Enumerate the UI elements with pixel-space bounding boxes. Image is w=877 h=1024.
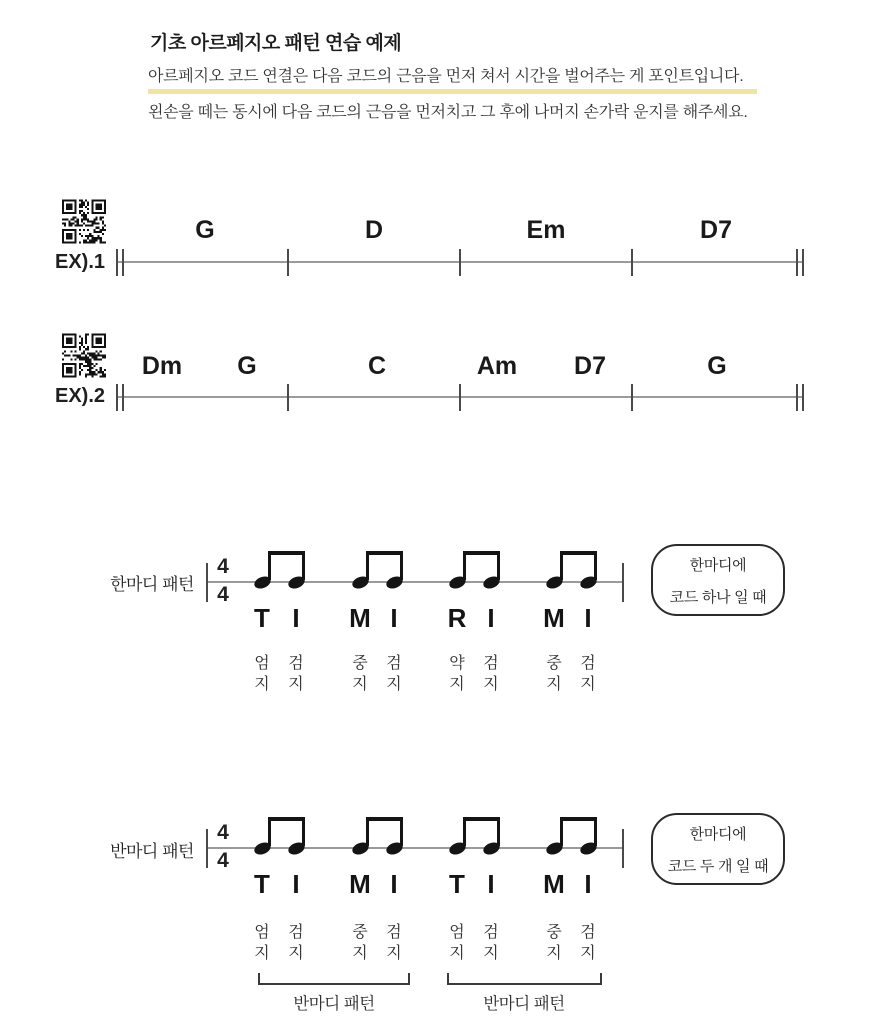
chord-label: G bbox=[707, 352, 727, 380]
finger-label: 검지 bbox=[580, 924, 596, 962]
note-letter: I bbox=[390, 869, 398, 899]
note-beam bbox=[463, 551, 500, 555]
time-signature-top: 4 bbox=[217, 555, 229, 578]
finger-label: 엄지 bbox=[449, 924, 465, 962]
note-letter: T bbox=[449, 869, 465, 899]
finger-label: 검지 bbox=[483, 924, 499, 962]
note-letter: M bbox=[543, 603, 565, 633]
bubble-line: 코드 하나 일 때 bbox=[669, 588, 767, 606]
half-bar-bracket bbox=[258, 973, 410, 985]
note-stem bbox=[497, 551, 500, 580]
eighth-note-pair bbox=[546, 551, 597, 588]
eighth-note-pair bbox=[449, 551, 500, 588]
chord-label: Am bbox=[476, 352, 518, 380]
qr-code bbox=[62, 333, 106, 378]
eighth-note-pair bbox=[449, 817, 500, 854]
finger-label: 검지 bbox=[580, 655, 596, 693]
note-stem bbox=[366, 551, 369, 580]
note-letter: I bbox=[584, 869, 592, 899]
note-beam bbox=[268, 817, 305, 821]
finger-label: 검지 bbox=[288, 924, 304, 962]
pattern-2-label: 반마디 패턴 bbox=[110, 842, 194, 861]
note-stem bbox=[560, 817, 563, 846]
chord-label: Dm bbox=[141, 352, 183, 380]
finger-label: 검지 bbox=[483, 655, 499, 693]
barline bbox=[459, 384, 461, 411]
chord-label: D7 bbox=[574, 352, 606, 380]
finger-label: 검지 bbox=[288, 655, 304, 693]
bubble-line: 한마디에 bbox=[689, 825, 747, 843]
note-letter: T bbox=[254, 869, 270, 899]
note-stem bbox=[302, 551, 305, 580]
example-2-label: EX).2 bbox=[55, 385, 106, 407]
note-stem bbox=[594, 551, 597, 580]
note-stem bbox=[594, 817, 597, 846]
barline bbox=[122, 384, 124, 411]
finger-label: 엄지 bbox=[254, 655, 270, 693]
barline bbox=[116, 384, 118, 411]
finger-label: 중지 bbox=[546, 655, 562, 693]
chord-label: G bbox=[195, 216, 215, 244]
note-stem bbox=[268, 817, 271, 846]
eighth-note-pair bbox=[352, 817, 403, 854]
note-letter: I bbox=[292, 603, 300, 633]
intro-highlighted-sentence: 아르페지오 코드 연결은 다음 코드의 근음을 먼저 쳐서 시간을 벌어주는 게 포인트입니다. bbox=[148, 63, 757, 94]
bubble-line: 한마디에 bbox=[689, 556, 747, 574]
note-stem bbox=[268, 551, 271, 580]
note-letter: I bbox=[390, 603, 398, 633]
eighth-note-pair bbox=[546, 817, 597, 854]
barline bbox=[122, 249, 124, 276]
finger-label: 검지 bbox=[386, 655, 402, 693]
note-beam bbox=[463, 817, 500, 821]
pattern-start-barline bbox=[206, 563, 208, 602]
finger-label: 약지 bbox=[449, 655, 465, 693]
speech-bubble-one-chord bbox=[651, 544, 785, 616]
note-stem bbox=[463, 817, 466, 846]
note-stem bbox=[366, 817, 369, 846]
bubble-line: 코드 두 개 일 때 bbox=[667, 857, 769, 875]
note-letter: I bbox=[487, 603, 495, 633]
chord-label: C bbox=[367, 352, 387, 380]
barline bbox=[802, 249, 804, 276]
eighth-note-pair bbox=[254, 551, 305, 588]
note-letter: I bbox=[292, 869, 300, 899]
qr-code bbox=[62, 199, 106, 244]
note-stem bbox=[400, 551, 403, 580]
half-bar-bracket bbox=[447, 973, 602, 985]
note-letter: R bbox=[447, 603, 467, 633]
finger-label: 중지 bbox=[352, 655, 368, 693]
note-stem bbox=[400, 817, 403, 846]
barline bbox=[631, 249, 633, 276]
time-signature-bottom: 4 bbox=[217, 849, 229, 872]
time-signature-bottom: 4 bbox=[217, 583, 229, 606]
barline bbox=[631, 384, 633, 411]
finger-label: 중지 bbox=[546, 924, 562, 962]
finger-label: 검지 bbox=[386, 924, 402, 962]
bracket-label: 반마디 패턴 bbox=[483, 995, 565, 1013]
chord-label: D7 bbox=[700, 216, 732, 244]
note-stem bbox=[463, 551, 466, 580]
note-stem bbox=[497, 817, 500, 846]
barline bbox=[287, 249, 289, 276]
note-beam bbox=[560, 551, 597, 555]
bracket-label: 반마디 패턴 bbox=[293, 995, 375, 1013]
pattern-end-barline bbox=[622, 563, 624, 602]
intro-sentence: 왼손을 떼는 동시에 다음 코드의 근음을 먼저치고 그 후에 나머지 손가락 운지를 해주세요. bbox=[148, 104, 748, 121]
note-letter: I bbox=[584, 603, 592, 633]
note-beam bbox=[366, 551, 403, 555]
chord-label: Em bbox=[526, 216, 566, 244]
pattern-end-barline bbox=[622, 829, 624, 868]
pattern-start-barline bbox=[206, 829, 208, 868]
chord-label: D bbox=[364, 216, 384, 244]
barline bbox=[459, 249, 461, 276]
finger-label: 중지 bbox=[352, 924, 368, 962]
pattern-1-label: 한마디 패턴 bbox=[110, 575, 194, 594]
note-letter: M bbox=[349, 869, 371, 899]
note-beam bbox=[366, 817, 403, 821]
barline bbox=[116, 249, 118, 276]
note-letter: I bbox=[487, 869, 495, 899]
eighth-note-pair bbox=[352, 551, 403, 588]
example-1-label: EX).1 bbox=[55, 251, 106, 273]
eighth-note-pair bbox=[254, 817, 305, 854]
note-beam bbox=[560, 817, 597, 821]
note-letter: M bbox=[543, 869, 565, 899]
barline bbox=[287, 384, 289, 411]
page-title: 기초 아르페지오 패턴 연습 예제 bbox=[150, 33, 402, 54]
barline bbox=[802, 384, 804, 411]
note-stem bbox=[560, 551, 563, 580]
note-stem bbox=[302, 817, 305, 846]
finger-label: 엄지 bbox=[254, 924, 270, 962]
speech-bubble-two-chords bbox=[651, 813, 785, 885]
note-letter: M bbox=[349, 603, 371, 633]
note-letter: T bbox=[254, 603, 270, 633]
time-signature-top: 4 bbox=[217, 821, 229, 844]
barline bbox=[796, 249, 798, 276]
barline bbox=[796, 384, 798, 411]
note-beam bbox=[268, 551, 305, 555]
chord-label: G bbox=[237, 352, 257, 380]
